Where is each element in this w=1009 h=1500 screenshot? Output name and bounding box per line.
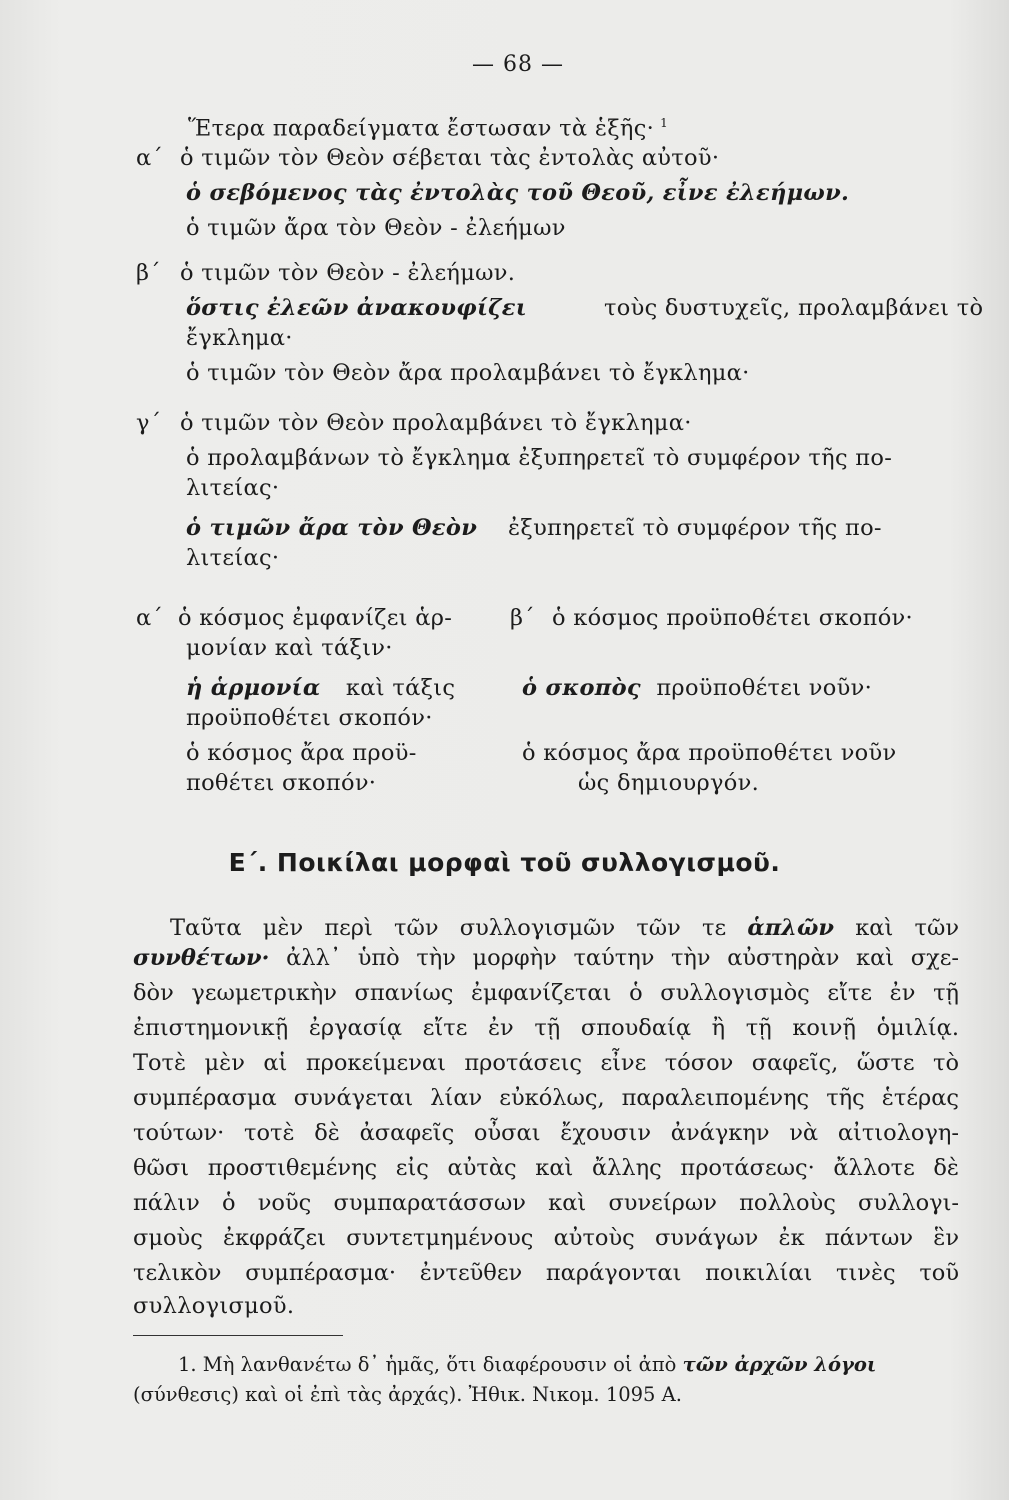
left-col-line-3: ἡ ἁρμονία καὶ τάξις [186, 675, 456, 701]
example-b-line-3: ἔγκλημα· [186, 325, 293, 351]
example-c-line-5: λιτείας· [186, 545, 280, 571]
paragraph-line-1: Ταῦτα μὲν περὶ τῶν συλλογισμῶν τῶν τε ἁπλῶν καὶ τῶν [170, 915, 960, 941]
right-col-line-3: ὁ κόσμος ἄρα προϋποθέτει νοῦν [522, 740, 897, 766]
example-b-line-2-rest: τοὺς δυστυχεῖς, προλαμβάνει τὸ [604, 295, 984, 321]
example-a-line-1: ὁ τιμῶν τὸν Θεὸν σέβεται τὰς ἐντολὰς αὐτοῦ· [180, 145, 720, 171]
example-b-line-4: ὁ τιμῶν τὸν Θεὸν ἄρα προλαμβάνει τὸ ἔγκλημα· [186, 360, 750, 386]
paragraph-line-7: τούτων· τοτὲ δὲ ἀσαφεῖς οὖσαι ἔχουσιν ἀνάγκην νὰ αἰτιολογη- [133, 1120, 959, 1146]
example-c-line-4: ὁ τιμῶν ἄρα τὸν Θεὸν [186, 515, 478, 541]
example-c-line-4-rest: ἐξυπηρετεῖ τὸ συμφέρον τῆς πο- [508, 515, 882, 541]
example-b-line-1: ὁ τιμῶν τὸν Θεὸν - ἐλεήμων. [180, 260, 516, 286]
footnote-line-1: 1. Μὴ λανθανέτω δ᾽ ἡμᾶς, ὅτι διαφέρουσιν οἱ ἀπὸ τῶν ἀρχῶν λόγοι [178, 1353, 877, 1376]
example-c-label: γ΄ [136, 410, 162, 436]
section-heading: Ε΄. Ποικίλαι μορφαὶ τοῦ συλλογισμοῦ. [228, 848, 781, 877]
left-col-line-2: μονίαν καὶ τάξιν· [186, 635, 393, 661]
example-c-line-1: ὁ τιμῶν τὸν Θεὸν προλαμβάνει τὸ ἔγκλημα· [180, 410, 692, 436]
left-col-line-6: ποθέτει σκοπόν· [186, 770, 377, 796]
paragraph-line-5: Τοτὲ μὲν αἱ προκείμεναι προτάσεις εἶνε τόσον σαφεῖς, ὥστε τὸ [133, 1050, 959, 1076]
paragraph-line-10: σμοὺς ἐκφράζει συντετμημένους αὐτοὺς συνάγων ἐκ πάντων ἓν [133, 1225, 959, 1251]
right-col-line-4: ὡς δημιουργόν. [578, 770, 760, 796]
paragraph-line-6: συμπέρασμα συνάγεται λίαν εὐκόλως, παραλειπομένης τῆς ἑτέρας [133, 1085, 959, 1111]
paragraph-line-2: συνθέτων· ἀλλ᾽ ὑπὸ τὴν μορφὴν ταύτην τὴν αὐστηρὰν καὶ σχε- [133, 945, 959, 971]
example-c-line-3: λιτείας· [186, 475, 280, 501]
footnote-marker: 1 [660, 116, 668, 130]
page-number: — 68 — [472, 52, 564, 77]
left-col-line-5: ὁ κόσμος ἄρα προϋ- [186, 740, 417, 766]
paragraph-line-12: συλλογισμοῦ. [133, 1293, 295, 1319]
right-col-line-1: ὁ κόσμος προϋποθέτει σκοπόν· [552, 605, 913, 631]
footnote-rule [133, 1335, 343, 1336]
paragraph-line-3: δὸν γεωμετρικὴν σπανίως ἐμφανίζεται ὁ συλλογισμὸς εἴτε ἐν τῇ [133, 980, 959, 1006]
example-a-line-2: ὁ σεβόμενος τὰς ἐντολὰς τοῦ Θεοῦ, εἶνε ἐλεήμων. [186, 180, 850, 206]
right-col-label: β΄ [510, 605, 535, 631]
paragraph-line-4: ἐπιστημονικῇ ἐργασίᾳ εἴτε ἐν τῇ σπουδαίᾳ ἢ τῇ κοινῇ ὁμιλίᾳ. [133, 1015, 959, 1041]
example-a-line-3: ὁ τιμῶν ἄρα τὸν Θεὸν - ἐλεήμων [186, 215, 566, 241]
example-b-label: β΄ [136, 260, 161, 286]
intro-line: Ἕτερα παραδείγματα ἔστωσαν τὰ ἑξῆς· $^1$ [188, 115, 668, 142]
left-col-line-1: ὁ κόσμος ἐμφανίζει ἁρ- [178, 605, 453, 631]
example-c-line-2: ὁ προλαμβάνων τὸ ἔγκλημα ἐξυπηρετεῖ τὸ συμφέρον τῆς πο- [186, 445, 893, 471]
example-a-label: α΄ [136, 145, 164, 171]
footnote-line-2: (σύνθεσις) καὶ οἱ ἐπὶ τὰς ἀρχάς). Ἠθικ. Νικομ. 1095 Α. [133, 1383, 682, 1406]
left-col-line-4: προϋποθέτει σκοπόν· [186, 705, 433, 731]
paragraph-line-8: θῶσι προστιθεμένης εἰς αὐτὰς καὶ ἄλλης προτάσεως· ἄλλοτε δὲ [133, 1155, 959, 1181]
right-col-line-2: ὁ σκοπὸς προϋποθέτει νοῦν· [522, 675, 873, 701]
paragraph-line-9: πάλιν ὁ νοῦς συμπαρατάσσων καὶ συνείρων πολλοὺς συλλογι- [133, 1190, 959, 1216]
paragraph-line-11: τελικὸν συμπέρασμα· ἐντεῦθεν παράγονται ποικιλίαι τινὲς τοῦ [133, 1260, 959, 1286]
example-b-line-2: ὅστις ἐλεῶν ἀνακουφίζει [186, 295, 527, 321]
left-col-label: α΄ [136, 605, 164, 631]
